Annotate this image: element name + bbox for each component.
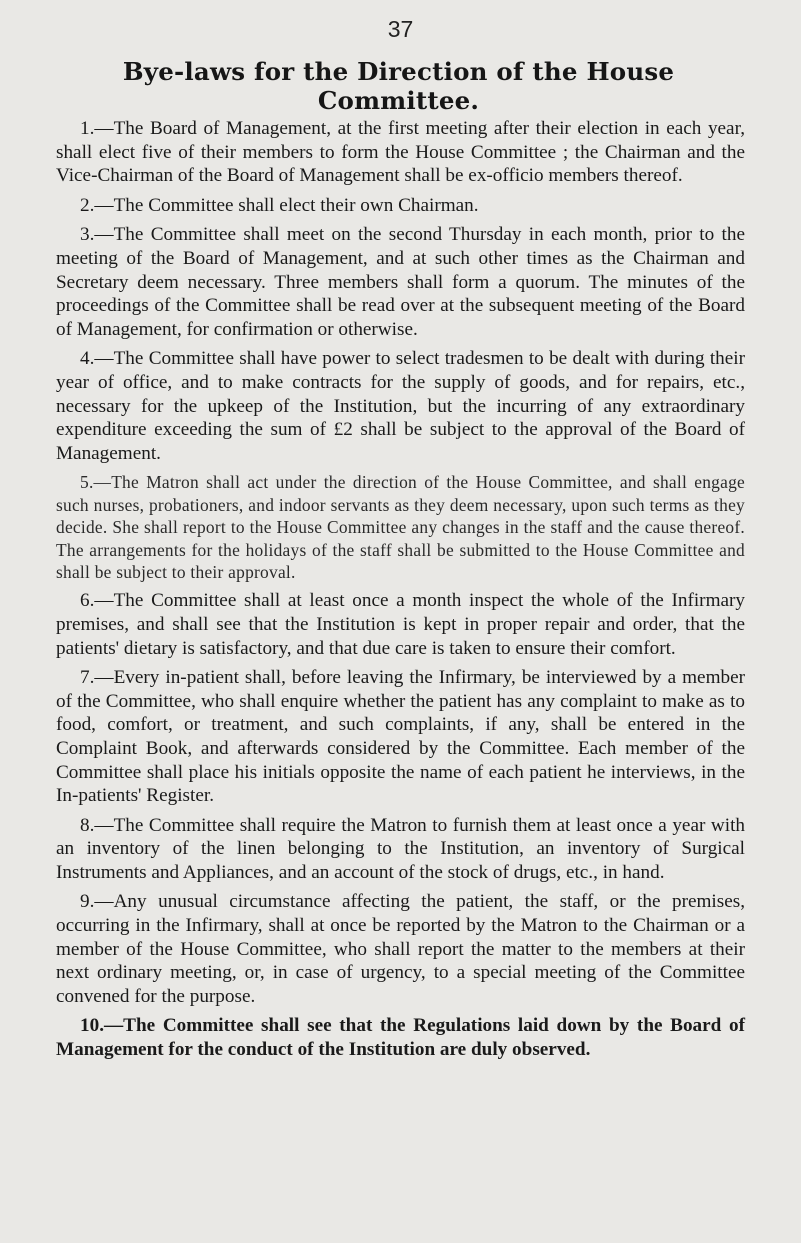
rule-text: The Committee shall elect their own Chairman. xyxy=(113,194,479,216)
rule-7 xyxy=(56,666,745,808)
rule-6 xyxy=(56,589,745,660)
rule-2 xyxy=(56,194,745,218)
rule-4 xyxy=(56,347,745,465)
rule-number: 10.— xyxy=(80,1015,124,1037)
rule-number: 3.— xyxy=(80,224,114,246)
rule-text: The Matron shall act under the direction of the House Committee, and shall engage such nurses, probationers, and indoor servants as they deem necessary, upon such terms as they decide. She shall report to the House Committee any changes in the staff and the cause thereof. The arrangements for the holidays of the staff shall be submitted to the House Committee and shall be subject to their approval. xyxy=(56,472,745,582)
rule-number: 6.— xyxy=(80,590,114,612)
bye-laws-list xyxy=(56,117,745,1068)
rule-text: The Committee shall have power to select tradesmen to be dealt with during their year of office, and to make contracts for the supply of goods, and for repairs, etc., necessary for the upkeep of the Institution, but the incurring of any extraordinary expenditure exceeding the sum of £2 shall be subject to the approval of the Board of Management. xyxy=(56,348,745,464)
rule-text: Any unusual circumstance affecting the patient, the staff, or the premises, occurring in the Infirmary, shall at once be reported by the Matron to the Chairman or a member of the House Committee, who shall report the matter to the members at their next ordinary meeting, or, in case of urgency, to a special meeting of the Committee convened for the purpose. xyxy=(56,891,745,1007)
rule-10 xyxy=(56,1014,745,1061)
page-number: 37 xyxy=(387,16,414,42)
rule-5 xyxy=(56,471,745,583)
rule-number: 1.— xyxy=(80,118,114,139)
rule-number: 2.— xyxy=(80,194,114,216)
rule-text: Every in-patient shall, before leaving the Infirmary, be interviewed by a member of the Committee, who shall enquire whether the patient has any complaint to make as to food, comfort, or treatment, and such complaints, if any, shall be entered in the Complaint Book, and afterwards considered by the Committee. Each member of the Committee shall place his initials opposite the name of each patient he interviews, in the In-patients' Register. xyxy=(56,667,745,807)
rule-text: The Committee shall see that the Regulations laid down by the Board of Management for the conduct of the Institution are duly observed. xyxy=(56,1015,745,1061)
rule-number: 4.— xyxy=(80,348,114,370)
rule-text: The Committee shall at least once a month inspect the whole of the Infirmary premises, and shall see that the Institution is kept in proper repair and order, that the patients' dietary is satisfactory, and that due care is taken to ensure their comfort. xyxy=(56,590,745,659)
rule-9 xyxy=(56,890,745,1008)
rule-8 xyxy=(56,814,745,885)
page-title: Bye-laws for the Direction of the House Committee. xyxy=(122,57,675,115)
rule-number: 9.— xyxy=(80,891,114,913)
rule-text: The Committee shall meet on the second Thursday in each month, prior to the meeting of the Board of Management, and at such other times as the Chairman and Secretary deem necessary. Three members shall form a quorum. The minutes of the proceedings of the Committee shall be read over at the subsequent meeting of the Board of Management, for confirmation or otherwise. xyxy=(56,224,745,340)
rule-text: The Committee shall require the Matron to furnish them at least once a year with an inventory of the linen belonging to the Institution, an inventory of Surgical Instruments and Appliances, and an account of the stock of drugs, etc., in hand. xyxy=(56,814,745,883)
rule-text: The Board of Management, at the first meeting after their election in each year, shall elect five of their members to form the House Committee ; the Chairman and the Vice-Chairman of the Board of Management shall be ex-officio members thereof. xyxy=(56,118,745,187)
rule-3 xyxy=(56,223,745,341)
rule-number: 8.— xyxy=(80,814,114,836)
rule-1 xyxy=(56,117,745,188)
rule-number: 5.— xyxy=(80,472,112,493)
rule-number: 7.— xyxy=(80,667,114,689)
